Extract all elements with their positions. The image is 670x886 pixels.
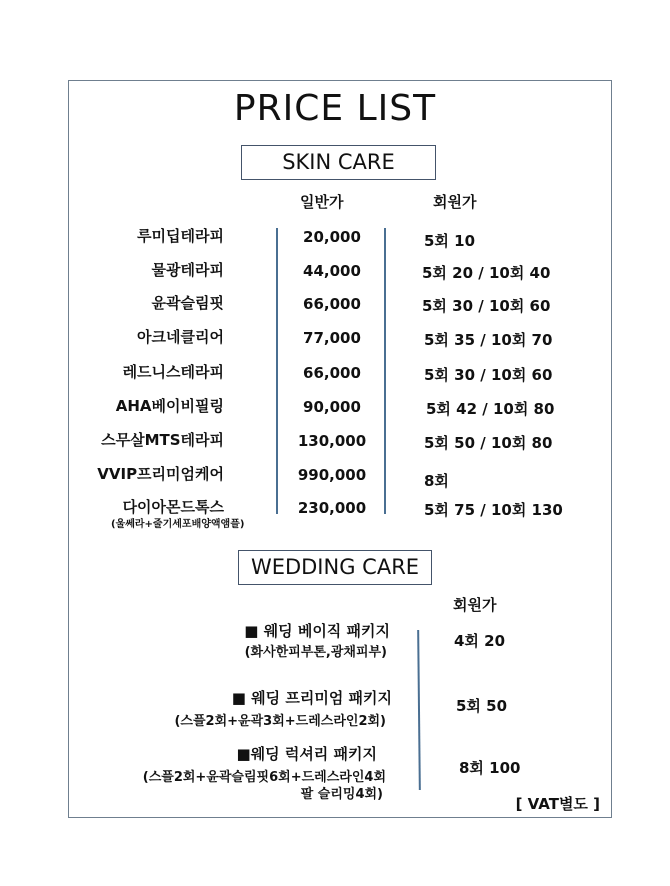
skin-care-heading: SKIN CARE	[241, 145, 436, 180]
member-price: 5회 30 / 10회 60	[422, 297, 551, 315]
member-price: 5회 42 / 10회 80	[426, 400, 555, 418]
wedding-member-price-header: 회원가	[453, 596, 497, 614]
regular-price: 130,000	[297, 432, 367, 450]
member-price: 5회 30 / 10회 60	[424, 366, 553, 384]
treatment-name: AHA베이비필링	[115, 397, 224, 415]
treatment-name: 아크네클리어	[137, 328, 224, 346]
divider-line-left	[276, 228, 278, 514]
regular-price: 20,000	[303, 228, 361, 246]
member-price: 5회 50 / 10회 80	[424, 434, 553, 452]
member-price: 5회 35 / 10회 70	[424, 331, 553, 349]
wedding-package-name: ■ 웨딩 베이직 패키지	[244, 622, 390, 640]
treatment-name: VVIP프리미엄케어	[97, 465, 224, 483]
regular-price: 990,000	[297, 466, 367, 484]
member-price: 5회 75 / 10회 130	[424, 501, 563, 519]
wedding-package-detail: (스플2회+윤곽3회+드레스라인2회)	[174, 714, 386, 729]
wedding-package-detail: (스플2회+윤곽슬림핏6회+드레스라인4회	[142, 770, 386, 785]
member-price: 8회	[424, 472, 449, 490]
regular-price: 66,000	[303, 295, 361, 313]
wedding-member-price: 5회 50	[456, 697, 508, 715]
treatment-name: 다이아몬드톡스	[122, 498, 224, 516]
vat-note: [ VAT별도 ]	[515, 795, 600, 813]
member-price: 5회 20 / 10회 40	[422, 264, 551, 282]
regular-price: 77,000	[303, 329, 361, 347]
treatment-name: 물광테라피	[151, 261, 224, 279]
wedding-package-detail: (화사한피부톤,광채피부)	[244, 645, 387, 660]
wedding-member-price: 8회 100	[459, 759, 521, 777]
treatment-note: (울쎄라+줄기세포배양액앰플)	[111, 519, 245, 530]
member-price: 5회 10	[424, 232, 476, 250]
treatment-name: 스무살MTS테라피	[101, 431, 224, 449]
wedding-package-name: ■웨딩 럭셔리 패키지	[236, 745, 377, 763]
wedding-package-name: ■ 웨딩 프리미엄 패키지	[231, 689, 392, 707]
wedding-member-price: 4회 20	[454, 632, 506, 650]
page-title: PRICE LIST	[233, 88, 437, 129]
regular-price: 90,000	[303, 398, 361, 416]
member-price-header: 회원가	[433, 193, 477, 211]
regular-price: 44,000	[303, 262, 361, 280]
regular-price-header: 일반가	[300, 193, 344, 211]
regular-price: 230,000	[297, 499, 367, 517]
treatment-name: 루미딥테라피	[137, 227, 224, 245]
wedding-care-heading: WEDDING CARE	[238, 550, 432, 585]
treatment-name: 윤곽슬림핏	[151, 294, 224, 312]
divider-line-right	[384, 228, 386, 514]
regular-price: 66,000	[303, 364, 361, 382]
treatment-name: 레드니스테라피	[122, 363, 224, 381]
wedding-package-detail-continued: 팔 슬리밍4회)	[300, 787, 383, 802]
